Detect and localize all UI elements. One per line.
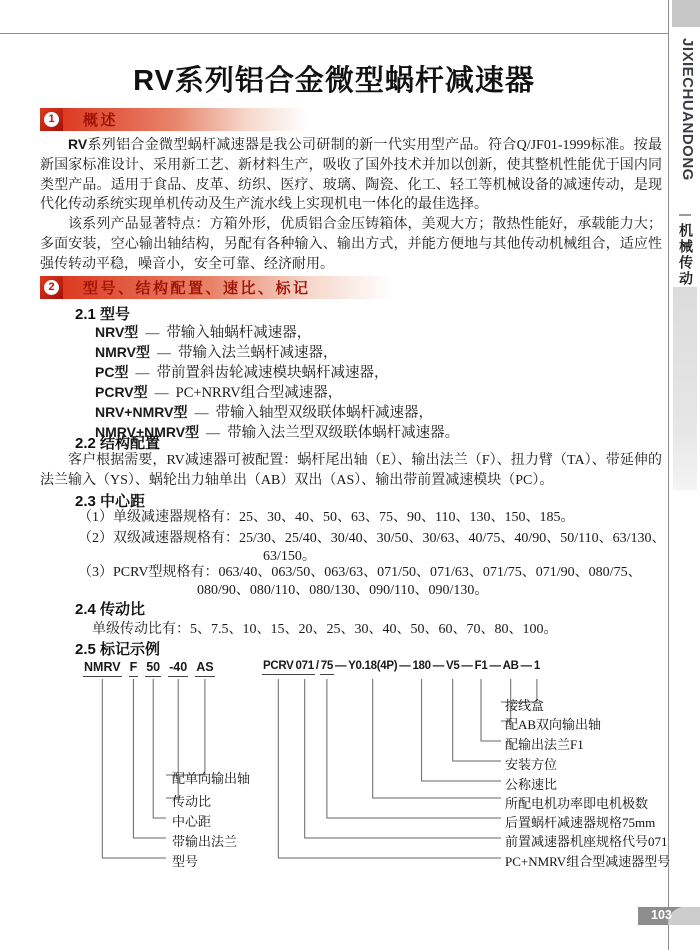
overview-text	[40, 135, 662, 275]
section1-number-badge	[40, 108, 63, 131]
model-row	[95, 401, 459, 421]
section2-header	[40, 276, 393, 299]
heading-2-1: 2.1 型号	[75, 306, 131, 323]
center-distance-item3-line1: （3）PCRV型规格有：063/40、063/50、063/63、071/50、071/63、071/75、071/90、080/75、	[78, 565, 642, 580]
marking-code-left	[83, 660, 215, 677]
overview-lead: RV	[68, 136, 88, 152]
corner-gray-block	[672, 0, 700, 27]
overview-paragraph-1	[40, 135, 662, 215]
code-token-model: NMRV	[83, 660, 122, 677]
label-front-reducer-frame-code: 前置减速器机座规格代号071	[505, 834, 668, 849]
heading-2-5: 2.5 标记示例	[75, 641, 161, 658]
model-list	[95, 321, 459, 441]
brand-vertical-text: JIXIECHUANDONG	[679, 38, 696, 181]
model-row	[95, 321, 459, 341]
model-name: PCRV型	[95, 384, 148, 400]
code-token-75: 75	[320, 660, 334, 675]
code-token-180: 180	[412, 660, 431, 672]
model-row	[95, 361, 459, 381]
code-token-1: 1	[533, 660, 540, 672]
label-unidirectional-output: 配单向输出轴	[172, 771, 251, 786]
center-distance-item3-line2: 080/90、080/110、080/130、090/110、090/130。	[197, 583, 489, 598]
page-number: 103	[651, 908, 672, 922]
label-ab-bidirectional-shaft: 配AB双向输出轴	[505, 717, 602, 732]
dash: —	[206, 426, 221, 441]
heading-2-2: 2.2 结构配置	[75, 435, 161, 452]
model-desc: PC+NRRV组合型减速器，	[175, 385, 343, 401]
overview-paragraph-2: 该系列产品显著特点：方箱外形，优质铝合金压铸箱体，美观大方；散热性能好，承载能力大；多面安装，空心输出轴结构，另配有各种输入、输出方式，并能方便地与其他传动机械组合，适应性强传转动平稳，噪音小，安全可靠、经济耐用。	[40, 217, 662, 272]
label-motor-power-poles: 所配电机功率即电机极数	[505, 796, 649, 811]
dash: —	[520, 660, 532, 672]
dash: —	[334, 660, 347, 672]
code-token-v5: V5	[445, 660, 460, 672]
code-token-slash: /	[315, 660, 319, 672]
dash: —	[489, 660, 501, 672]
tab-swoosh	[668, 907, 700, 925]
label-output-flange-f1: 配输出法兰F1	[505, 737, 584, 752]
model-name: PC型	[95, 364, 129, 380]
section2-title: 型号、结构配置、速比、标记	[83, 280, 311, 297]
model-name: NRV+NMRV型	[95, 404, 188, 420]
label-pc-nmrv-combined-model: PC+NMRV组合型减速器型号	[505, 854, 671, 869]
model-row	[95, 341, 459, 361]
model-row	[95, 381, 459, 401]
label-terminal-box: 接线盒	[505, 698, 545, 713]
dash: —	[135, 366, 150, 381]
marking-code-right	[262, 660, 541, 675]
label-transmission-ratio: 传动比	[172, 794, 212, 809]
dash: —	[399, 660, 411, 672]
sidebar-rule	[668, 0, 669, 950]
section1-header	[40, 108, 308, 131]
heading-2-4: 2.4 传动比	[75, 601, 146, 618]
label-output-flange: 带输出法兰	[172, 834, 238, 849]
sidebar-gray-bar	[673, 287, 697, 490]
sidebar-divider	[679, 214, 691, 216]
code-token-ratio: -40	[168, 660, 188, 677]
model-name: NRV型	[95, 324, 139, 340]
label-model: 型号	[172, 854, 199, 869]
page-number-tab	[638, 907, 700, 925]
section1-title-bar	[63, 108, 308, 131]
model-desc: 带前置斜齿轮减速模块蜗杆减速器，	[156, 365, 389, 381]
section1-title: 概述	[83, 112, 119, 129]
section2-number-badge	[40, 276, 63, 299]
dash: —	[194, 406, 209, 421]
model-desc: 带输入法兰蜗杆减速器，	[177, 345, 338, 361]
model-desc: 带输入轴型双级联体蜗杆减速器，	[215, 405, 433, 421]
dash: —	[461, 660, 473, 672]
model-name: NMRV+NMRV型	[95, 424, 200, 440]
code-token-output: AS	[195, 660, 214, 677]
label-nominal-ratio: 公称速比	[505, 777, 558, 792]
dash: —	[156, 346, 171, 361]
ratio-text: 单级传动比有：5、7.5、10、15、20、25、30、40、50、60、70、80、100。	[92, 622, 558, 637]
heading-2-3: 2.3 中心距	[75, 493, 146, 510]
label-rear-worm-reducer-spec: 后置蜗杆减速器规格75mm	[505, 815, 656, 830]
code-token-pcrv: PCRV	[262, 660, 295, 675]
config-paragraph: 客户根据需要，RV减速器可被配置：蜗杆尾出轴（E）、输出法兰（F）、扭力臂（TA）、带延伸的法兰输入（YS）、蜗轮出力轴单出（AB）双出（AS）、输出带前置减速模块（PC）。	[40, 453, 662, 488]
model-desc: 带输入轴蜗杆减速器，	[166, 325, 312, 341]
model-desc: 带输入法兰型双级联体蜗杆减速器。	[227, 425, 460, 441]
section1-number: 1	[44, 112, 59, 127]
section2-title-bar	[63, 276, 393, 299]
overview-paragraph-1-text: 系列铝合金微型蜗杆减速器是我公司研制的新一代实用型产品。符合Q/JF01-1999标准。按最新国家标准设计、采用新工艺、新材料生产，吸收了国外技术并加以创新，使其整机性能优于国内同类型产品。适用于食品、皮革、纺织、医疗、玻璃、陶瓷、化工、轻工等机械设备的减速传动，是现代化传动系统实现单机传动及生产流水线上实现机电一体化的最佳选择。	[40, 138, 662, 213]
center-distance-item2-line2: 63/150。	[263, 549, 316, 564]
section2-number: 2	[44, 280, 59, 295]
code-token-071: 071	[295, 660, 315, 675]
code-token-flange: F	[129, 660, 139, 677]
code-token-motor: Y0.18(4P)	[348, 660, 398, 672]
label-mounting-position: 安装方位	[505, 757, 558, 772]
page-title: RV系列铝合金微型蜗杆减速器	[133, 65, 535, 97]
center-distance-item2-line1: （2）双级减速器规格有：25/30、25/40、30/40、30/50、30/63、40/75、40/90、50/110、63/130、	[78, 531, 666, 546]
dash: —	[154, 386, 169, 401]
top-rule	[0, 33, 668, 34]
code-token-center-distance: 50	[145, 660, 161, 677]
code-token-ab: AB	[502, 660, 519, 672]
category-vertical-text: 机械传动	[678, 223, 694, 287]
dash: —	[432, 660, 444, 672]
code-token-f1: F1	[474, 660, 488, 672]
dash: —	[145, 326, 160, 341]
model-name: NMRV型	[95, 344, 150, 360]
label-center-distance: 中心距	[172, 814, 212, 829]
center-distance-item1: （1）单级减速器规格有：25、30、40、50、63、75、90、110、130、150、185。	[78, 510, 575, 525]
config-text	[40, 451, 662, 491]
